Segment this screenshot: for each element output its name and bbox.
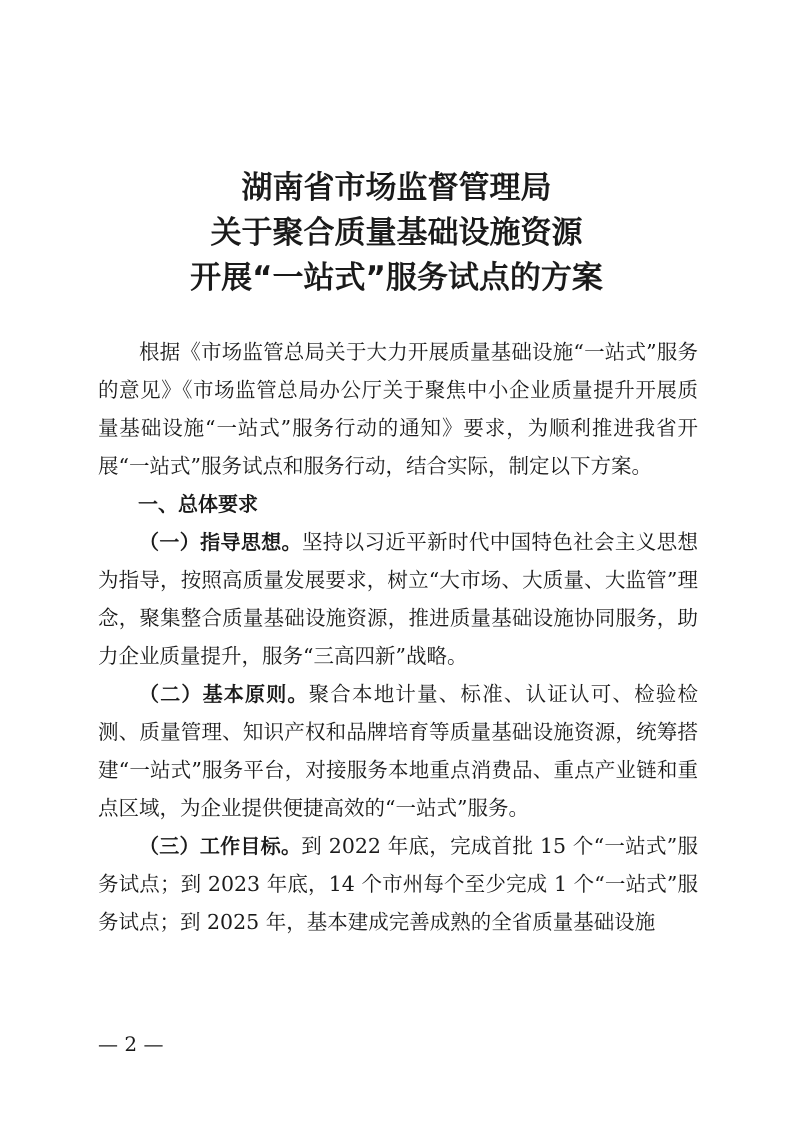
- paragraph-guiding-ideology: [98, 523, 698, 675]
- intro-paragraph: 根据《市场监管总局关于大力开展质量基础设施“一站式”服务的意见》《市场监管总局办公厅关于聚焦中小企业质量提升开展质量基础设施“一站式”服务行动的通知》要求，为顺利推进我省开展“一站式”服务试点和服务行动，结合实际，制定以下方案。: [98, 340, 698, 478]
- section-heading: 一、总体要求: [138, 492, 258, 516]
- page-number: — 2 —: [98, 1032, 164, 1056]
- paragraph-text: 坚持以习近平新时代中国特色社会主义思想为指导，按照高质量发展要求，树立“大市场、大质量、大监管”理念，聚集整合质量基础设施资源，推进质量基础设施协同服务，助力企业质量提升，服务“三高四新”战略。: [98, 530, 699, 668]
- paragraph-text: 聚合本地计量、标准、认证认可、检验检测、质量管理、知识产权和品牌培育等质量基础设施资源，统筹搭建“一站式”服务平台，对接服务本地重点消费品、重点产业链和重点区域，为企业提供便捷高效的“一站式”服务。: [98, 682, 699, 820]
- paragraph-lead: （一）指导思想。: [139, 530, 302, 554]
- title-line-1: 湖南省市场监督管理局: [241, 170, 552, 206]
- document-body: [98, 333, 698, 941]
- paragraph-work-goals: [98, 827, 698, 941]
- document-title: [0, 166, 793, 301]
- paragraph-lead: （三）工作目标。: [139, 834, 302, 858]
- paragraph-text: 到 2022 年底，完成首批 15 个“一站式”服务试点；到 2023 年底，14 个市州每个至少完成 1 个“一站式”服务试点；到 2025 年，基本建成完善成熟的全省质量基础设施: [98, 834, 698, 934]
- title-line-3: 开展“一站式”服务试点的方案: [190, 260, 603, 296]
- paragraph-lead: （二）基本原则。: [139, 682, 309, 706]
- title-line-2: 关于聚合质量基础设施资源: [210, 215, 583, 251]
- paragraph-basic-principles: [98, 675, 698, 827]
